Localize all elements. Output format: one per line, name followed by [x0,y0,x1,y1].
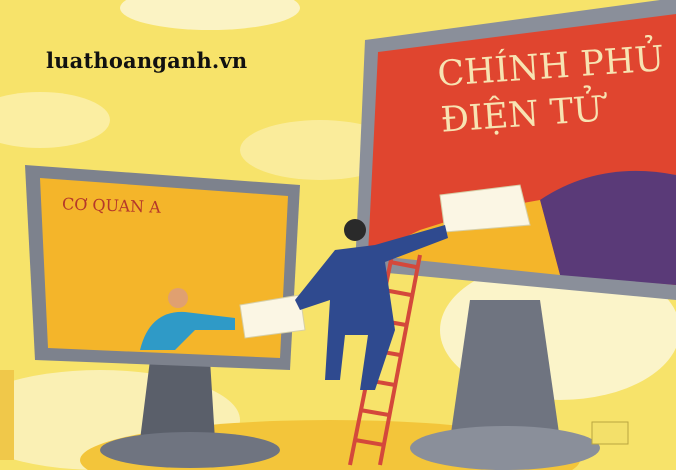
right-title-line2: ĐIỆN TỬ [439,89,605,141]
right-monitor-base [410,426,600,470]
left-monitor-base [100,432,280,468]
left-monitor-stand [140,360,215,440]
right-screen-title [436,36,669,144]
small-sign [592,422,628,444]
main-person-head [344,219,366,241]
left-screen-label: CƠ QUAN A [61,194,162,217]
site-name: luathoanganh.vn [46,48,248,73]
left-edge-panel [0,370,14,460]
right-title-line1: CHÍNH PHỦ [436,39,666,95]
small-person-head [168,288,188,308]
